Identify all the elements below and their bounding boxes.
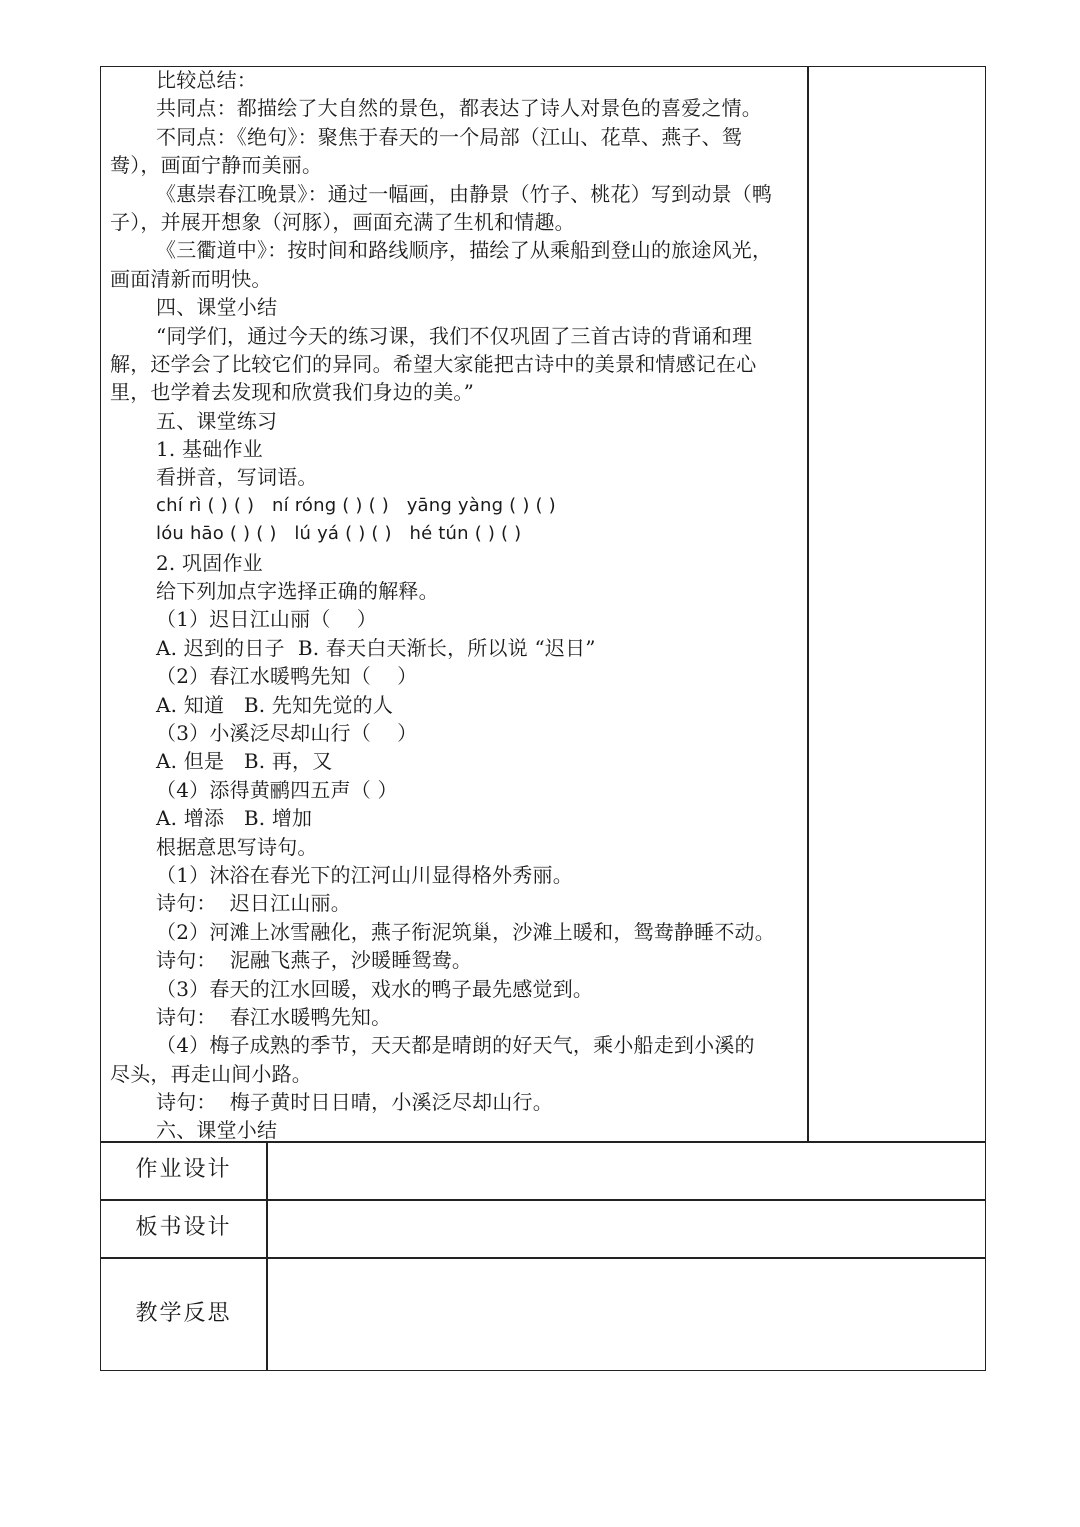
- sanqu-line-1: 《三衢道中》：按时间和路线顺序，描绘了从乘船到登山的旅途风光，: [156, 238, 773, 263]
- answer-1: 诗句： 迟日江山丽。: [156, 891, 351, 916]
- teaching-reflection-label: 教学反思: [135, 1301, 232, 1326]
- meaning-4-line-2: 尽头，再走山间小路。: [110, 1061, 312, 1086]
- row-divider-3: [100, 1257, 986, 1259]
- comparison-summary-heading: 比较总结：: [156, 68, 257, 92]
- huichong-line-2: 子），并展开想象（河豚），画面充满了生机和情趣。: [110, 209, 575, 234]
- question-2-options: A. 知道 B. 先知先觉的人: [156, 692, 394, 717]
- row-divider-2: [100, 1199, 986, 1201]
- common-points: 共同点：都描绘了大自然的景色，都表达了诗人对景色的喜爱之情。: [156, 96, 762, 121]
- meaning-4-line-1: （4）梅子成熟的季节，天天都是晴朗的好天气，乘小船走到小溪的: [156, 1033, 755, 1058]
- homework-design-label: 作业设计: [135, 1157, 232, 1182]
- meaning-2: （2）河滩上冰雪融化，燕子衔泥筑巢，沙滩上暖和，鸳鸯静睡不动。: [156, 919, 775, 944]
- sanqu-line-2: 画面清新而明快。: [110, 266, 272, 291]
- differences-line-1: 不同点：《绝句》：聚焦于春天的一个局部（江山、花草、燕子、鸳: [156, 124, 742, 149]
- section-4-heading: 四、课堂小结: [156, 295, 278, 320]
- question-1-options: A. 迟到的日子 B. 春天白天渐长，所以说 “迟日”: [156, 635, 596, 660]
- question-1: （1）迟日江山丽（ ）: [156, 607, 377, 632]
- column-divider-right: [807, 66, 809, 1142]
- question-4: （4）添得黄鹂四五声（ ）: [156, 777, 398, 802]
- consolidation-heading: 2. 巩固作业: [156, 550, 263, 575]
- question-3: （3）小溪泛尽却山行（ ）: [156, 720, 418, 745]
- summary-quote-line-2: 解，还学会了比较它们的异同。希望大家能把古诗中的美景和情感记在心: [110, 351, 757, 376]
- write-poem-instruction: 根据意思写诗句。: [156, 834, 318, 859]
- pinyin-row-1: chí rì ( ) ( ) ní róng ( ) ( ) yāng yàng ( ) ( ): [156, 494, 556, 516]
- pinyin-row-2: lóu hāo ( ) ( ) lú yá ( ) ( ) hé tún ( ) ( ): [156, 523, 522, 545]
- summary-quote-line-3: 里，也学着去发现和欣赏我们身边的美。”: [110, 380, 475, 405]
- question-4-options: A. 增添 B. 增加: [156, 806, 313, 831]
- meaning-1: （1）沐浴在春光下的江河山川显得格外秀丽。: [156, 862, 573, 887]
- huichong-line-1: 《惠崇春江晚景》：通过一幅画，由静景（竹子、桃花）写到动景（鸭: [156, 181, 773, 206]
- differences-line-2: 鸯），画面宁静而美丽。: [110, 153, 323, 178]
- basic-homework-heading: 1. 基础作业: [156, 437, 263, 462]
- pinyin-instruction: 看拼音，写词语。: [156, 465, 318, 490]
- answer-3: 诗句： 春江水暖鸭先知。: [156, 1004, 392, 1029]
- question-3-options: A. 但是 B. 再，又: [156, 749, 333, 774]
- section-6-heading: 六、课堂小结: [156, 1118, 278, 1143]
- board-design-label: 板书设计: [135, 1215, 232, 1240]
- question-2: （2）春江水暖鸭先知（ ）: [156, 664, 418, 689]
- summary-quote-line-1: “同学们，通过今天的练习课，我们不仅巩固了三首古诗的背诵和理: [156, 323, 753, 348]
- meaning-3: （3）春天的江水回暖，戏水的鸭子最先感觉到。: [156, 976, 594, 1001]
- choose-instruction: 给下列加点字选择正确的解释。: [156, 579, 439, 604]
- answer-4: 诗句： 梅子黄时日日晴，小溪泛尽却山行。: [156, 1090, 553, 1115]
- section-5-heading: 五、课堂练习: [156, 408, 278, 433]
- lesson-content: [110, 66, 802, 1145]
- answer-2: 诗句： 泥融飞燕子，沙暖睡鸳鸯。: [156, 948, 473, 973]
